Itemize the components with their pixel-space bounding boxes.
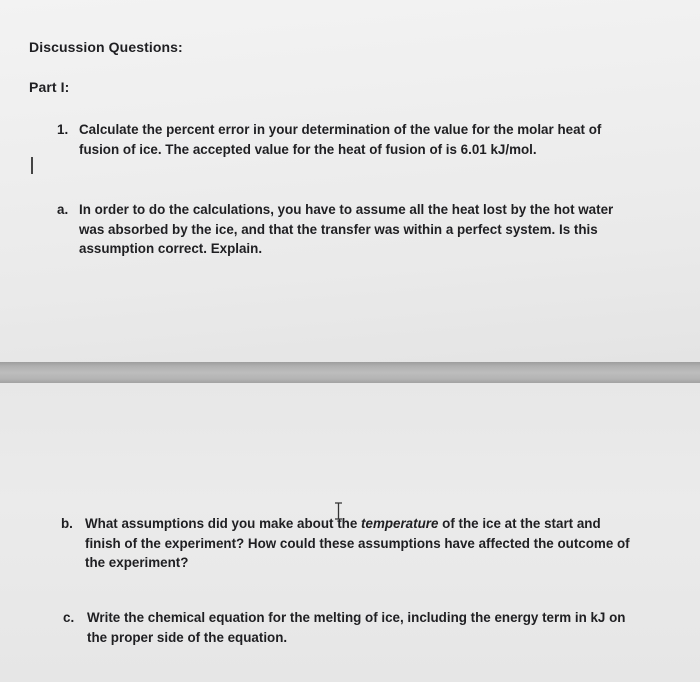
question-1-text: Calculate the percent error in your determination of the value for the molar heat of fusion of ice. The accepted value for the heat of fusion of is 6.01 kJ/mol.: [79, 122, 602, 157]
question-c: [63, 608, 683, 648]
question-c-label: c.: [63, 610, 75, 625]
question-a-text: In order to do the calculations, you have to assume all the heat lost by the hot water was absorbed by the ice, and that the transfer was within a perfect system. Is this assumption correct. Explain.: [79, 202, 614, 256]
question-b-text-end: of the ice at the start and finish of the experiment? How could these assumptions have affected the outcome of the experiment?: [85, 516, 630, 570]
ibeam-cursor-icon: [334, 502, 343, 520]
question-b: [61, 514, 681, 574]
question-b-text-start: What assumptions did you make about the: [85, 516, 362, 531]
text-cursor-icon: [31, 157, 33, 174]
question-1-label: 1.: [57, 122, 69, 137]
question-a-label: a.: [57, 202, 69, 217]
question-1: [57, 120, 677, 160]
question-c-text: Write the chemical equation for the melting of ice, including the energy term in kJ on the proper side of the equation.: [87, 610, 626, 645]
page-break-divider: [0, 362, 700, 383]
question-a: [57, 200, 677, 260]
question-b-emphasis: temperature: [361, 516, 439, 531]
part-label: Part I:: [29, 79, 70, 95]
discussion-questions-heading: Discussion Questions:: [29, 39, 183, 55]
question-b-text: [85, 514, 681, 573]
question-b-label: b.: [61, 516, 73, 531]
